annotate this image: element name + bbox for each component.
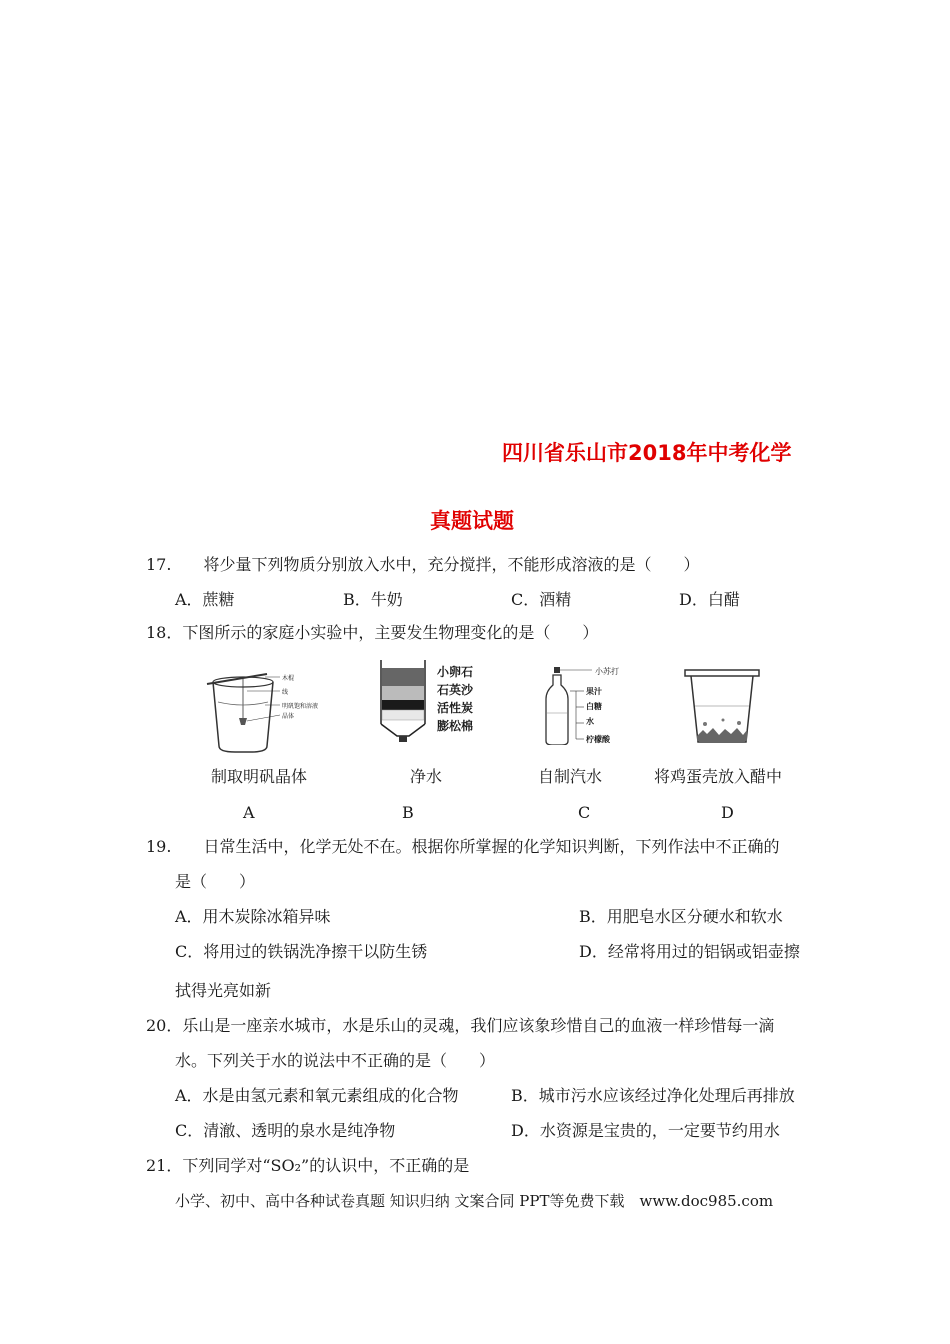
figure-b-label-quartz-sand: 石英沙 — [437, 683, 474, 697]
figure-c-letter: C — [578, 803, 591, 822]
figure-c-label-citric-acid: 柠檬酸 — [586, 735, 610, 744]
q19-option-a: A．用木炭除冰箱异味 — [175, 907, 331, 926]
q19-option-d-continuation: 拭得光亮如新 — [175, 981, 272, 1000]
figure-b-label-carbon: 活性炭 — [437, 701, 474, 715]
figure-c-caption: 自制汽水 — [538, 767, 603, 786]
figure-c-label-juice: 果汁 — [586, 687, 602, 696]
figure-a-label-thread: 线 — [282, 689, 289, 696]
q20-option-d: D．水资源是宝贵的，一定要节约用水 — [511, 1121, 780, 1140]
q20-stem-line1: 20．乐山是一座亲水城市，水是乐山的灵魂，我们应该象珍惜自己的血液一样珍惜每一滴 — [146, 1016, 775, 1035]
q17-option-b: B．牛奶 — [343, 590, 403, 609]
q20-stem-line2: 水。下列关于水的说法中不正确的是（ ） — [175, 1051, 496, 1070]
figure-b-caption: 净水 — [410, 767, 443, 786]
figure-a-letter: A — [243, 803, 255, 822]
figure-b-label-cotton: 膨松棉 — [437, 719, 474, 733]
q17-stem: 17. 将少量下列物质分别放入水中，充分搅拌，不能形成溶液的是（ ） — [146, 555, 700, 574]
q20-option-a: A．水是由氢元素和氧元素组成的化合物 — [175, 1086, 459, 1105]
figure-a-alum-crystal-beaker — [205, 668, 355, 758]
q19-option-b: B．用肥皂水区分硬水和软水 — [579, 907, 783, 926]
figure-c-label-water: 水 — [586, 717, 594, 726]
q19-option-c: C．将用过的铁锅洗净擦干以防生锈 — [175, 942, 428, 961]
q21-stem: 21．下列同学对“SO₂”的认识中，不正确的是 — [146, 1156, 470, 1175]
figure-c-label-baking-soda: 小苏打 — [595, 667, 619, 676]
q17-option-d: D．白醋 — [679, 590, 740, 609]
figure-a-label-solution: 明矾饱和溶液 — [282, 703, 319, 710]
figure-b-water-filter — [375, 660, 445, 745]
figure-b-label-pebbles: 小卵石 — [437, 665, 474, 679]
q19-stem-line2: 是（ ） — [175, 872, 256, 891]
footer-download-note: 小学、初中、高中各种试卷真题 知识归纳 文案合同 PPT等免费下载 www.doc985.com — [175, 1192, 774, 1210]
q17-option-a: A．蔗糖 — [175, 590, 235, 609]
q19-option-d: D．经常将用过的铝锅或铝壶擦 — [579, 942, 800, 961]
q20-option-b: B．城市污水应该经过净化处理后再排放 — [511, 1086, 795, 1105]
figure-a-label-crystal: 晶体 — [282, 713, 295, 720]
figure-c-label-sugar: 白糖 — [586, 702, 602, 711]
figure-d-caption: 将鸡蛋壳放入醋中 — [654, 767, 783, 786]
q20-option-c: C．清澈、透明的泉水是纯净物 — [175, 1121, 396, 1140]
q17-option-c: C．酒精 — [511, 590, 572, 609]
figure-b-letter: B — [402, 803, 414, 822]
figure-d-letter: D — [721, 803, 734, 822]
q18-stem: 18．下图所示的家庭小实验中，主要发生物理变化的是（ ） — [146, 623, 599, 642]
figure-a-label-stick: 木棍 — [282, 675, 295, 682]
title-line1: 四川省乐山市2018年中考化学 — [502, 441, 792, 465]
q19-stem-line1: 19. 日常生活中，化学无处不在。根据你所掌握的化学知识判断，下列作法中不正确的 — [146, 837, 780, 856]
title-line2: 真题试题 — [430, 509, 514, 533]
figure-a-caption: 制取明矾晶体 — [211, 767, 308, 786]
figure-d-eggshell-vinegar — [683, 668, 763, 748]
